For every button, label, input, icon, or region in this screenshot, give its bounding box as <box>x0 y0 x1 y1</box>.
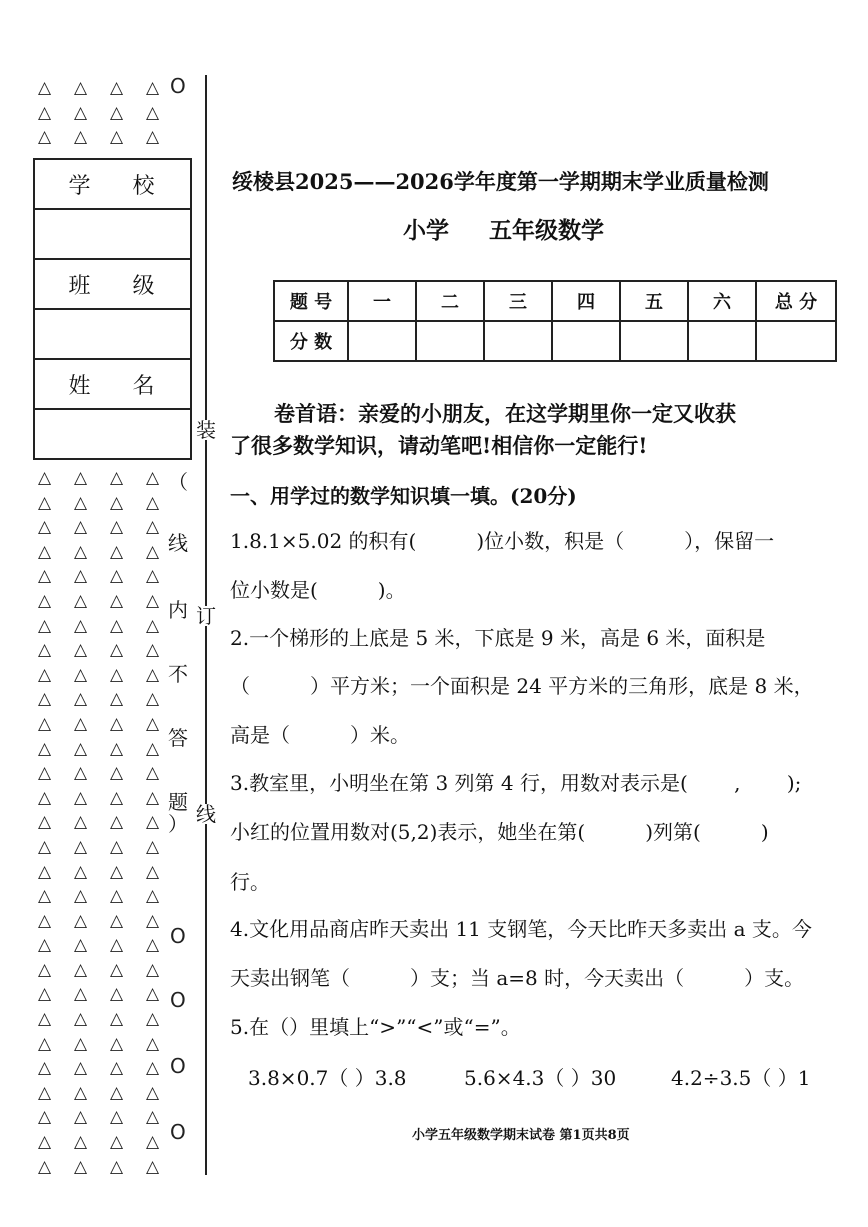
student-info-box <box>33 158 192 460</box>
comparison-item: 3.8×0.7（ ）3.8 <box>248 1066 407 1090</box>
question-text: （ ）平方米；一个面积是 24 平方米的三角形，底是 8 米， <box>230 674 814 698</box>
triangle-row: △ △ △ △ <box>38 468 160 488</box>
triangle-row: △ △ △ △ <box>38 1082 160 1103</box>
triangle-row: △ △ △ △ <box>38 984 160 1005</box>
margin-circle: O <box>170 1120 186 1144</box>
question-text: 2.一个梯形的上底是 5 米，下底是 9 米，高是 6 米，面积是 <box>230 626 766 650</box>
table-cell: 四 <box>552 281 620 321</box>
score-field[interactable] <box>348 321 416 361</box>
score-table-score-row <box>274 321 836 361</box>
binding-char: 线 <box>196 802 216 826</box>
table-cell: 题 号 <box>274 281 348 321</box>
triangle-row: △ △ △ △ <box>38 664 160 685</box>
warning-char: 内 <box>168 598 188 622</box>
warning-char: 线 <box>168 531 188 555</box>
question-text: 1.8.1×5.02 的积有( )位小数，积是（ ），保留一 <box>230 529 775 553</box>
triangle-row: △ △ △ △ <box>38 738 160 759</box>
question-text: 行。 <box>230 870 270 894</box>
triangle-row: △ △ △ △ <box>38 1033 160 1054</box>
triangle-row: △ △ △ △ <box>38 787 160 808</box>
score-table <box>273 280 837 362</box>
margin-circle: O <box>170 924 186 948</box>
intro-line: 了很多数学知识，请动笔吧!相信你一定能行! <box>230 433 648 458</box>
triangle-row: △ △ △ △ <box>38 1156 160 1177</box>
triangle-row: △ △ △ △ <box>38 1107 160 1128</box>
question-text: 小红的位置用数对(5,2)表示，她坐在第( )列第( ) <box>230 820 769 844</box>
question-text: 天卖出钢笔（ ）支；当 a=8 时，今天卖出（ ）支。 <box>230 966 805 990</box>
binding-char: 装 <box>196 418 216 442</box>
name-field[interactable] <box>35 410 190 460</box>
section-heading: 一、用学过的数学知识填一填。(20分) <box>230 484 577 508</box>
intro-line: 卷首语：亲爱的小朋友，在这学期里你一定又收获 <box>274 401 736 426</box>
question-text: 位小数是( )。 <box>230 578 406 602</box>
triangle-row: △ △ △ △ <box>38 541 160 562</box>
triangle-row: △ △ △ △ <box>38 689 160 710</box>
triangle-row: △ △ △ △ <box>38 640 160 661</box>
score-field[interactable] <box>484 321 552 361</box>
triangle-row: △ △ △ △ <box>38 836 160 857</box>
score-table-header-row <box>274 281 836 321</box>
triangle-row: △ △ △ △ <box>38 1009 160 1030</box>
warning-paren-close: ） <box>168 812 188 836</box>
score-field[interactable] <box>552 321 620 361</box>
class-label: 班 级 <box>35 260 190 310</box>
triangle-row: △ △ △ △ <box>38 590 160 611</box>
table-cell: 总 分 <box>756 281 836 321</box>
table-cell: 分 数 <box>274 321 348 361</box>
table-cell: 三 <box>484 281 552 321</box>
margin-triangles-top: △ △ △ △ △ △ △ △ △ △ △ △ <box>38 78 160 148</box>
triangle-row: △ △ △ △ <box>38 861 160 882</box>
margin-circle: O <box>170 988 186 1012</box>
score-field[interactable] <box>756 321 836 361</box>
question-text: 4.文化用品商店昨天卖出 11 支钢笔，今天比昨天多卖出 a 支。今 <box>230 917 812 941</box>
triangle-row: △ △ △ △ <box>38 615 160 636</box>
name-label: 姓 名 <box>35 360 190 410</box>
score-field[interactable] <box>416 321 484 361</box>
triangle-row: △ △ △ △ <box>38 492 160 513</box>
binding-char: 订 <box>196 604 216 628</box>
table-cell: 六 <box>688 281 756 321</box>
class-field[interactable] <box>35 310 190 360</box>
exam-title: 绥棱县2025——2026学年度第一学期期末学业质量检测 <box>232 169 769 194</box>
table-cell: 二 <box>416 281 484 321</box>
triangle-row: △ △ △ △ <box>38 1058 160 1079</box>
margin-triangles-bottom <box>38 466 188 1179</box>
triangle-row: △ △ △ △ <box>38 713 160 734</box>
triangle-row: △ △ △ △ <box>38 812 160 833</box>
triangle-row: △ △ △ △ <box>38 886 160 907</box>
triangle-row: △ △ △ △ <box>38 763 160 784</box>
warning-paren-open: （ <box>168 470 188 494</box>
question-text: 高是（ ）米。 <box>230 723 410 747</box>
triangle-row: △ △ △ △ <box>38 935 160 956</box>
warning-char: 答 <box>168 726 188 750</box>
question-text: 5.在（）里填上“>”“<”或“=”。 <box>230 1015 521 1039</box>
table-cell: 一 <box>348 281 416 321</box>
margin-circle: O <box>170 74 186 98</box>
margin-circle: O <box>170 1054 186 1078</box>
school-label: 学 校 <box>35 160 190 210</box>
score-field[interactable] <box>688 321 756 361</box>
triangle-row: △ △ △ △ <box>38 566 160 587</box>
warning-char: 不 <box>168 662 188 686</box>
triangle-row: △ △ △ △ <box>38 1132 160 1153</box>
triangle-row: △ △ △ △ <box>38 959 160 980</box>
comparison-item: 4.2÷3.5（ ）1 <box>671 1066 811 1090</box>
warning-char: 题 <box>168 790 188 814</box>
score-field[interactable] <box>620 321 688 361</box>
question-text: 3.教室里，小明坐在第 3 列第 4 行，用数对表示是( , ); <box>230 771 802 795</box>
exam-subtitle: 小学 五年级数学 <box>403 217 604 244</box>
page-footer: 小学五年级数学期末试卷 第1页共8页 <box>412 1128 630 1143</box>
table-cell: 五 <box>620 281 688 321</box>
triangle-row: △ △ △ △ <box>38 517 160 538</box>
school-field[interactable] <box>35 210 190 260</box>
comparison-item: 5.6×4.3（ ）30 <box>464 1066 617 1090</box>
triangle-row: △ △ △ △ <box>38 910 160 931</box>
